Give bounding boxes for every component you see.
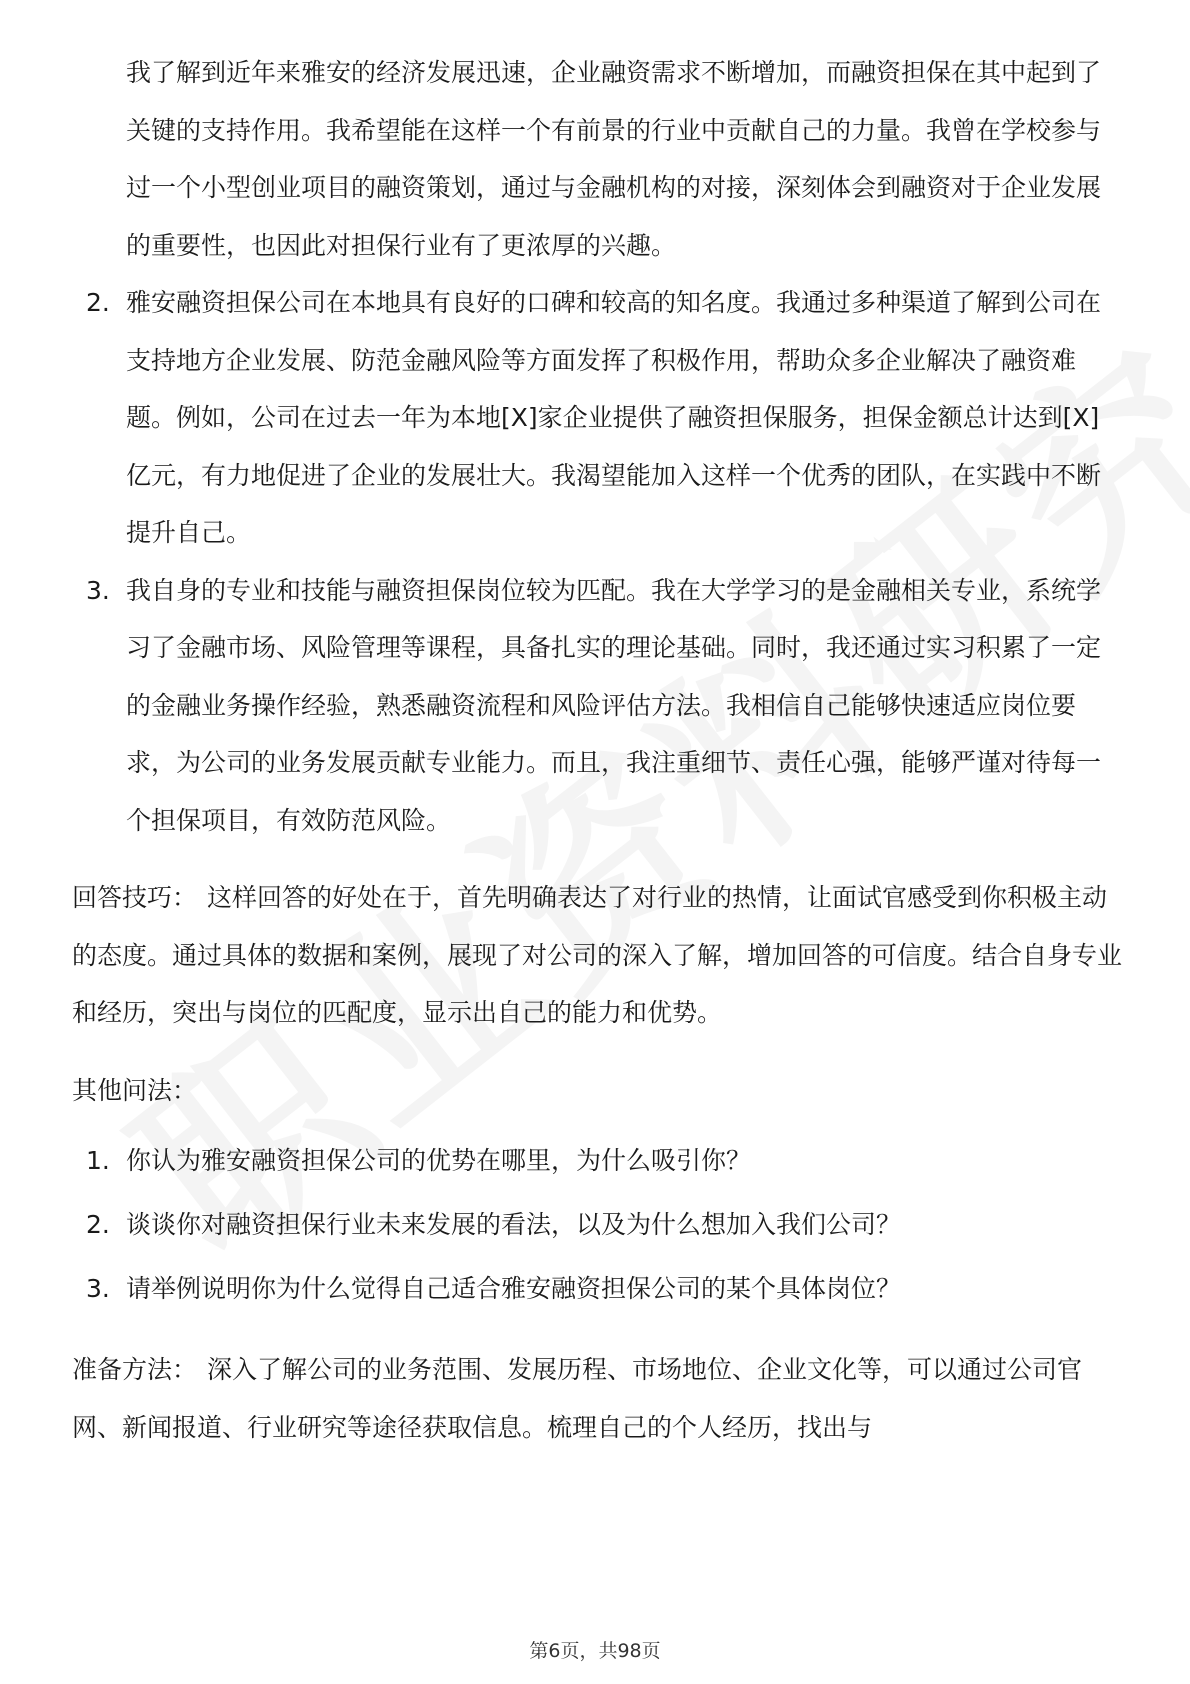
answer-tips-paragraph — [72, 869, 1124, 1042]
other-questions-list — [72, 1129, 1124, 1321]
page-number: 第6页，共98页 — [529, 1640, 661, 1662]
list-item-text: 请举例说明你为什么觉得自己适合雅安融资担保公司的某个具体岗位？ — [126, 1274, 902, 1303]
list-item-text: 我自身的专业和技能与融资担保岗位较为匹配。我在大学学习的是金融相关专业，系统学习了金融市场、风险管理等课程，具备扎实的理论基础。同时，我还通过实习积累了一定的金融业务操作经验，熟悉融资流程和风险评估方法。我相信自己能够快速适应岗位要求，为公司的业务发展贡献专业能力。而且，我注重细节、责任心强，能够严谨对待每一个担保项目，有效防范风险。 — [126, 575, 1102, 835]
other-questions-heading: 其他问法： — [72, 1075, 198, 1105]
list-item — [72, 1193, 1124, 1257]
answer-tips-text: 这样回答的好处在于，首先明确表达了对行业的热情，让面试官感受到你积极主动的态度。通过具体的数据和案例，展现了对公司的深入了解，增加回答的可信度。结合自身专业和经历，突出与岗位的匹配度，显示出自己的能力和优势。 — [72, 883, 1123, 1027]
document-body — [72, 44, 1124, 1456]
list-item-number: 2. — [86, 1210, 110, 1239]
reasons-list — [72, 274, 1124, 849]
list-item-number: 3. — [86, 1274, 110, 1303]
list-item — [72, 1257, 1124, 1321]
preparation-paragraph — [72, 1341, 1124, 1456]
answer-tips-label: 回答技巧： — [72, 883, 198, 912]
list-item-text: 雅安融资担保公司在本地具有良好的口碑和较高的知名度。我通过多种渠道了解到公司在支持地方企业发展、防范金融风险等方面发挥了积极作用，帮助众多企业解决了融资难题。例如，公司在过去一年为本地[X]家企业提供了融资担保服务，担保金额总计达到[X]亿元，有力地促进了企业的发展壮大。我渴望能加入这样一个优秀的团队，在实践中不断提升自己。 — [126, 288, 1102, 547]
preparation-label: 准备方法： — [72, 1355, 198, 1384]
list-item-number: 1. — [86, 1146, 110, 1175]
intro-continuation-paragraph: 我了解到近年来雅安的经济发展迅速，企业融资需求不断增加，而融资担保在其中起到了关键的支持作用。我希望能在这样一个有前景的行业中贡献自己的力量。我曾在学校参与过一个小型创业项目的融资策划，通过与金融机构的对接，深刻体会到融资对于企业发展的重要性，也因此对担保行业有了更浓厚的兴趣。 — [126, 58, 1102, 260]
list-item-text: 你认为雅安融资担保公司的优势在哪里，为什么吸引你？ — [126, 1146, 752, 1175]
spacer — [72, 1321, 1124, 1341]
list-item — [72, 1129, 1124, 1193]
list-item-text: 谈谈你对融资担保行业未来发展的看法，以及为什么想加入我们公司？ — [126, 1210, 902, 1239]
list-item-number: 3. — [86, 575, 110, 605]
spacer — [72, 1042, 1124, 1062]
list-item — [72, 274, 1124, 562]
list-item-number: 2. — [86, 288, 110, 317]
spacer — [72, 849, 1124, 869]
preparation-text: 深入了解公司的业务范围、发展历程、市场地位、企业文化等，可以通过公司官网、新闻报道、行业研究等途径获取信息。梳理自己的个人经历，找出与 — [72, 1355, 1083, 1442]
list-item — [72, 562, 1124, 850]
